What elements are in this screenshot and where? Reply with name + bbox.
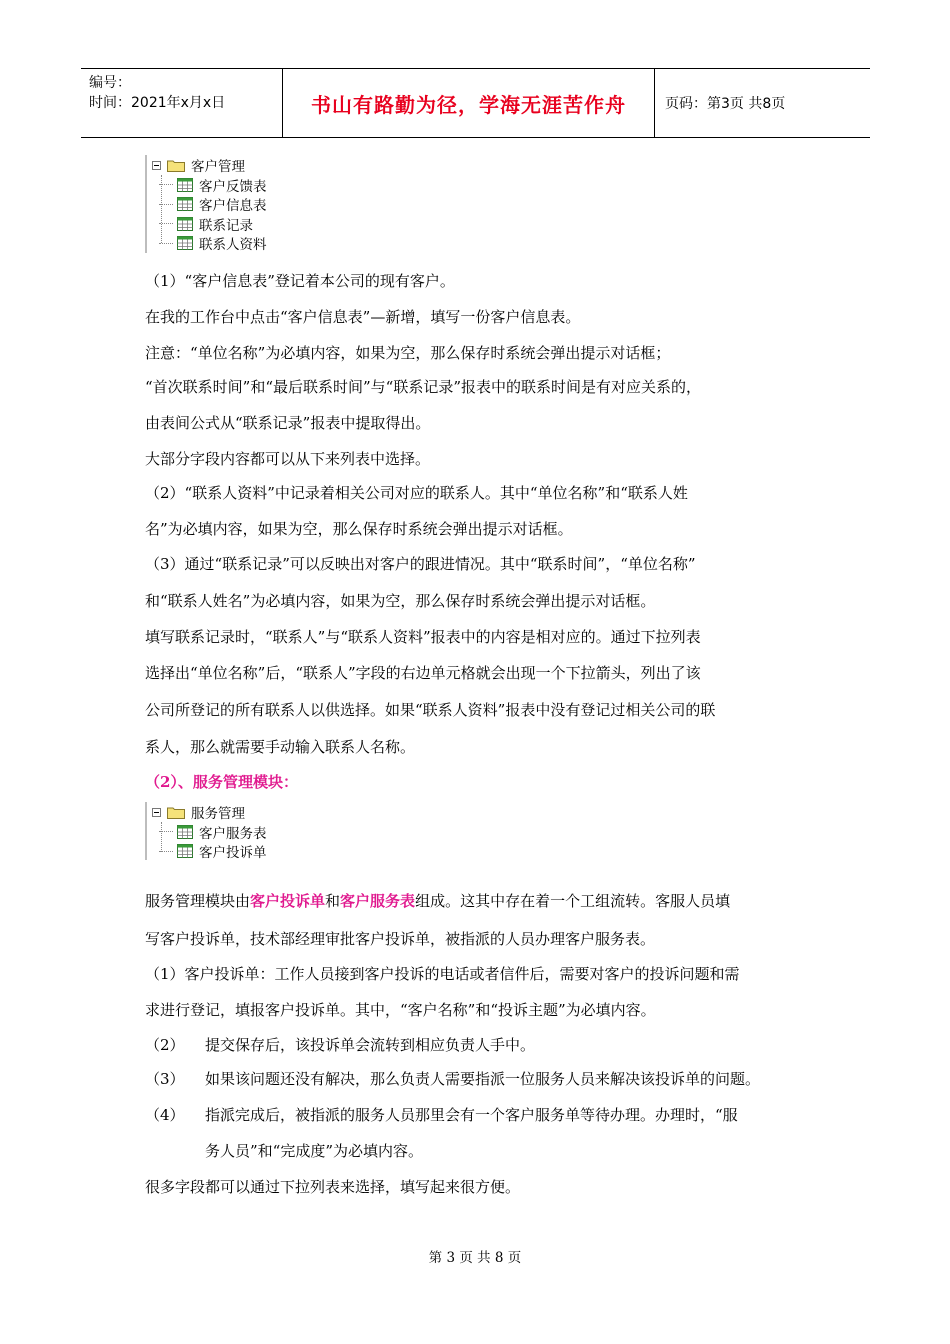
time-label: 时间：2021年x月x日 [89,95,226,111]
paragraph: （1）“客户信息表”登记着本公司的现有客户。 [145,272,455,290]
tree-item[interactable] [177,234,267,254]
tree-root-label: 客户管理 [191,159,245,175]
paragraph: 注意：“单位名称”为必填内容，如果为空，那么保存时系统会弹出提示对话框； [145,344,671,362]
collapse-icon[interactable] [152,808,161,817]
text: 和 [325,892,341,910]
tree-item[interactable] [177,822,267,842]
list-number: （3） [145,1070,185,1088]
tree-root[interactable] [147,802,267,822]
page-footer: 第 3 页 共 8 页 [428,1250,522,1266]
table-icon [177,217,193,231]
header-meta [81,69,283,137]
paragraph: 名”为必填内容，如果为空，那么保存时系统会弹出提示对话框。 [145,520,573,538]
tree-service-management [145,802,267,860]
tree-item[interactable] [177,175,267,195]
tree-customer-management [145,155,267,253]
page-header [81,68,870,138]
list-item: 如果该问题还没有解决，那么负责人需要指派一位服务人员来解决该投诉单的问题。 [205,1070,761,1088]
section-heading: （2）、服务管理模块： [145,773,298,791]
tree-item-label: 联系记录 [199,217,253,234]
tree-item[interactable] [177,842,267,862]
tree-item-label: 客户服务表 [199,825,267,842]
paragraph: 在我的工作台中点击“客户信息表”—新增，填写一份客户信息表。 [145,308,581,326]
text: 服务管理模块由 [145,892,251,910]
list-item: 提交保存后，该投诉单会流转到相应负责人手中。 [205,1036,536,1054]
header-motto: 书山有路勤为径，学海无涯苦作舟 [283,69,655,137]
paragraph: 求进行登记，填报客户投诉单。其中，“客户名称”和“投诉主题”为必填内容。 [145,1001,656,1019]
paragraph: 选择出“单位名称”后，“联系人”字段的右边单元格就会出现一个下拉箭头，列出了该 [145,664,701,682]
collapse-icon[interactable] [152,161,161,170]
service-table-link[interactable]: 客户服务表 [340,892,416,910]
paragraph: 写客户投诉单，技术部经理审批客户投诉单，被指派的人员办理客户服务表。 [145,930,656,948]
paragraph: （3）通过“联系记录”可以反映出对客户的跟进情况。其中“联系时间”，“单位名称” [145,555,696,573]
list-number: （2） [145,1036,185,1054]
tree-item-label: 客户信息表 [199,198,267,215]
list-number: （4） [145,1106,185,1124]
paragraph: 公司所登记的所有联系人以供选择。如果“联系人资料”报表中没有登记过相关公司的联 [145,701,716,719]
paragraph: 大部分字段内容都可以从下来列表中选择。 [145,450,431,468]
list-item-cont: 务人员”和“完成度”为必填内容。 [205,1142,424,1160]
text: 组成。这其中存在着一个工组流转。客服人员填 [415,892,731,910]
paragraph: 和“联系人姓名”为必填内容，如果为空，那么保存时系统会弹出提示对话框。 [145,592,656,610]
table-icon [177,844,193,858]
tree-root[interactable] [147,155,267,175]
paragraph: 由表间公式从“联系记录”报表中提取得出。 [145,414,431,432]
table-icon [177,178,193,192]
tree-item-label: 联系人资料 [199,237,267,254]
paragraph: 系人，那么就需要手动输入联系人名称。 [145,738,416,756]
complaint-form-link[interactable]: 客户投诉单 [250,892,326,910]
tree-item[interactable] [177,195,267,215]
table-icon [177,825,193,839]
tree-item[interactable] [177,214,267,234]
folder-icon [167,159,185,172]
code-label: 编号： [89,75,131,91]
tree-root-label: 服务管理 [191,806,245,822]
tree-item-label: 客户反馈表 [199,178,267,195]
folder-icon [167,806,185,819]
list-item: 指派完成后，被指派的服务人员那里会有一个客户服务单等待办理。办理时，“服 [205,1106,738,1124]
paragraph: 填写联系记录时，“联系人”与“联系人资料”报表中的内容是相对应的。通过下拉列表 [145,628,701,646]
paragraph: “首次联系时间”和“最后联系时间”与“联系记录”报表中的联系时间是有对应关系的， [145,378,702,396]
table-icon [177,236,193,250]
tree-item-label: 客户投诉单 [199,845,267,862]
paragraph: 很多字段都可以通过下拉列表来选择，填写起来很方便。 [145,1178,521,1196]
paragraph: （1）客户投诉单：工作人员接到客户投诉的电话或者信件后，需要对客户的投诉问题和需 [145,965,740,983]
paragraph [145,890,730,911]
header-page-info: 页码：第3页 共8页 [665,96,786,112]
paragraph: （2）“联系人资料”中记录着相关公司对应的联系人。其中“单位名称”和“联系人姓 [145,484,688,502]
table-icon [177,197,193,211]
